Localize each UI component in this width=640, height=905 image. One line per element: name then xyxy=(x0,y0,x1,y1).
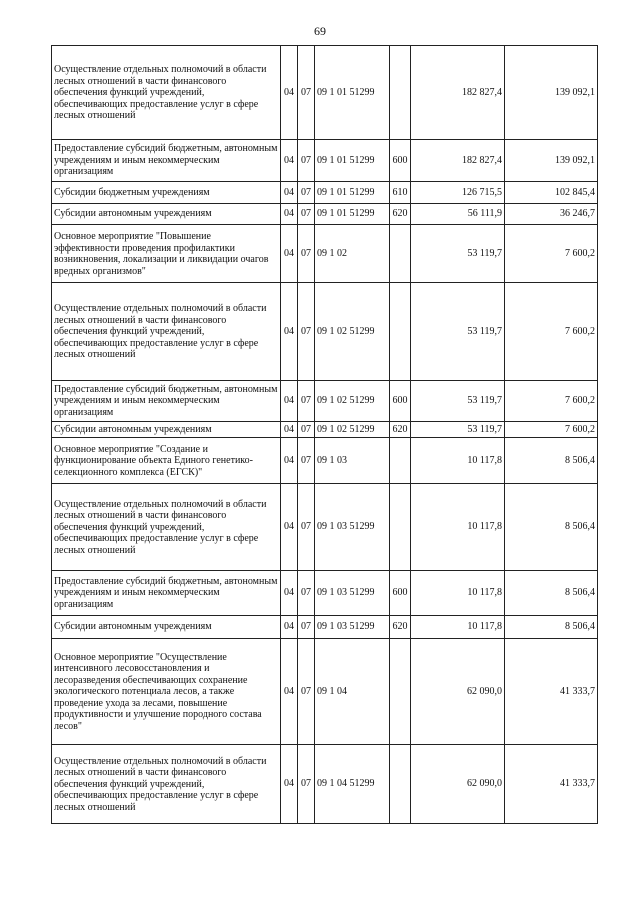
amount-year2-cell: 102 845,4 xyxy=(505,182,598,204)
amount-year1-cell: 56 111,9 xyxy=(411,204,505,225)
section-code-cell: 04 xyxy=(281,283,298,381)
subsection-code-cell: 07 xyxy=(298,46,315,140)
expense-type-cell xyxy=(390,438,411,484)
table-row xyxy=(52,639,598,745)
target-article-cell: 09 1 04 51299 xyxy=(315,745,390,824)
table-row xyxy=(52,571,598,616)
table-row xyxy=(52,381,598,422)
section-code-cell: 04 xyxy=(281,381,298,422)
amount-year1-cell: 53 119,7 xyxy=(411,225,505,283)
section-code-cell: 04 xyxy=(281,745,298,824)
amount-year1-cell: 62 090,0 xyxy=(411,745,505,824)
amount-year2-cell: 8 506,4 xyxy=(505,484,598,571)
name-cell: Предоставление субсидий бюджетным, автономным учреждениям и иным некоммерческим организациям xyxy=(52,571,281,616)
section-code-cell: 04 xyxy=(281,571,298,616)
target-article-cell: 09 1 03 51299 xyxy=(315,616,390,639)
amount-year2-cell: 139 092,1 xyxy=(505,46,598,140)
subsection-code-cell: 07 xyxy=(298,182,315,204)
target-article-cell: 09 1 03 xyxy=(315,438,390,484)
amount-year2-cell: 36 246,7 xyxy=(505,204,598,225)
name-cell: Основное мероприятие "Создание и функционирование объекта Единого генетико-селекционного комплекса (ЕГСК)" xyxy=(52,438,281,484)
expense-type-cell: 620 xyxy=(390,422,411,438)
expense-type-cell: 620 xyxy=(390,616,411,639)
name-cell: Осуществление отдельных полномочий в области лесных отношений в части финансового обеспечения функций учреждений, обеспечивающих предоставление услуг в сфере лесных отношений xyxy=(52,283,281,381)
name-cell: Осуществление отдельных полномочий в области лесных отношений в части финансового обеспечения функций учреждений, обеспечивающих предоставление услуг в сфере лесных отношений xyxy=(52,745,281,824)
expense-type-cell: 600 xyxy=(390,571,411,616)
amount-year1-cell: 10 117,8 xyxy=(411,484,505,571)
target-article-cell: 09 1 02 xyxy=(315,225,390,283)
amount-year2-cell: 8 506,4 xyxy=(505,616,598,639)
subsection-code-cell: 07 xyxy=(298,745,315,824)
table-row xyxy=(52,283,598,381)
expense-type-cell xyxy=(390,745,411,824)
section-code-cell: 04 xyxy=(281,225,298,283)
amount-year1-cell: 62 090,0 xyxy=(411,639,505,745)
name-cell: Осуществление отдельных полномочий в области лесных отношений в части финансового обеспечения функций учреждений, обеспечивающих предоставление услуг в сфере лесных отношений xyxy=(52,484,281,571)
page-number: 69 xyxy=(314,24,326,38)
expense-type-cell xyxy=(390,639,411,745)
subsection-code-cell: 07 xyxy=(298,438,315,484)
expense-type-cell: 610 xyxy=(390,182,411,204)
budget-table xyxy=(51,45,598,824)
section-code-cell: 04 xyxy=(281,438,298,484)
expense-type-cell: 620 xyxy=(390,204,411,225)
expense-type-cell xyxy=(390,484,411,571)
subsection-code-cell: 07 xyxy=(298,616,315,639)
name-cell: Субсидии автономным учреждениям xyxy=(52,422,281,438)
expense-type-cell xyxy=(390,225,411,283)
amount-year1-cell: 53 119,7 xyxy=(411,381,505,422)
amount-year2-cell: 8 506,4 xyxy=(505,438,598,484)
amount-year2-cell: 7 600,2 xyxy=(505,283,598,381)
subsection-code-cell: 07 xyxy=(298,140,315,182)
section-code-cell: 04 xyxy=(281,204,298,225)
subsection-code-cell: 07 xyxy=(298,283,315,381)
amount-year1-cell: 53 119,7 xyxy=(411,422,505,438)
amount-year2-cell: 139 092,1 xyxy=(505,140,598,182)
target-article-cell: 09 1 04 xyxy=(315,639,390,745)
table-row xyxy=(52,225,598,283)
table-row xyxy=(52,204,598,225)
name-cell: Предоставление субсидий бюджетным, автономным учреждениям и иным некоммерческим организациям xyxy=(52,140,281,182)
target-article-cell: 09 1 02 51299 xyxy=(315,381,390,422)
expense-type-cell xyxy=(390,46,411,140)
table-row xyxy=(52,438,598,484)
amount-year2-cell: 8 506,4 xyxy=(505,571,598,616)
target-article-cell: 09 1 03 51299 xyxy=(315,484,390,571)
budget-table-body xyxy=(52,46,598,824)
section-code-cell: 04 xyxy=(281,422,298,438)
expense-type-cell xyxy=(390,283,411,381)
target-article-cell: 09 1 01 51299 xyxy=(315,46,390,140)
target-article-cell: 09 1 01 51299 xyxy=(315,182,390,204)
name-cell: Субсидии автономным учреждениям xyxy=(52,204,281,225)
table-row xyxy=(52,616,598,639)
name-cell: Предоставление субсидий бюджетным, автономным учреждениям и иным некоммерческим организациям xyxy=(52,381,281,422)
subsection-code-cell: 07 xyxy=(298,639,315,745)
name-cell: Основное мероприятие "Повышение эффективности проведения профилактики возникновения, локализации и ликвидации очагов вредных организмов" xyxy=(52,225,281,283)
amount-year1-cell: 182 827,4 xyxy=(411,46,505,140)
amount-year2-cell: 41 333,7 xyxy=(505,639,598,745)
amount-year1-cell: 126 715,5 xyxy=(411,182,505,204)
amount-year2-cell: 7 600,2 xyxy=(505,225,598,283)
section-code-cell: 04 xyxy=(281,182,298,204)
name-cell: Осуществление отдельных полномочий в области лесных отношений в части финансового обеспечения функций учреждений, обеспечивающих предоставление услуг в сфере лесных отношений xyxy=(52,46,281,140)
subsection-code-cell: 07 xyxy=(298,204,315,225)
name-cell: Основное мероприятие "Осуществление интенсивного лесовосстановления и лесоразведения обеспечивающих сохранение экологического потенциала лесов, а также проведение ухода за лесами, повышение продуктивности и улучшение породного состава лесов" xyxy=(52,639,281,745)
amount-year2-cell: 7 600,2 xyxy=(505,381,598,422)
amount-year2-cell: 7 600,2 xyxy=(505,422,598,438)
amount-year1-cell: 10 117,8 xyxy=(411,438,505,484)
table-row xyxy=(52,484,598,571)
table-row xyxy=(52,422,598,438)
amount-year1-cell: 10 117,8 xyxy=(411,571,505,616)
subsection-code-cell: 07 xyxy=(298,381,315,422)
amount-year1-cell: 53 119,7 xyxy=(411,283,505,381)
amount-year2-cell: 41 333,7 xyxy=(505,745,598,824)
subsection-code-cell: 07 xyxy=(298,571,315,616)
name-cell: Субсидии автономным учреждениям xyxy=(52,616,281,639)
table-row xyxy=(52,46,598,140)
name-cell: Субсидии бюджетным учреждениям xyxy=(52,182,281,204)
amount-year1-cell: 10 117,8 xyxy=(411,616,505,639)
table-row xyxy=(52,140,598,182)
subsection-code-cell: 07 xyxy=(298,422,315,438)
table-row xyxy=(52,182,598,204)
subsection-code-cell: 07 xyxy=(298,225,315,283)
target-article-cell: 09 1 02 51299 xyxy=(315,283,390,381)
target-article-cell: 09 1 02 51299 xyxy=(315,422,390,438)
amount-year1-cell: 182 827,4 xyxy=(411,140,505,182)
section-code-cell: 04 xyxy=(281,616,298,639)
target-article-cell: 09 1 01 51299 xyxy=(315,204,390,225)
target-article-cell: 09 1 01 51299 xyxy=(315,140,390,182)
expense-type-cell: 600 xyxy=(390,381,411,422)
subsection-code-cell: 07 xyxy=(298,484,315,571)
section-code-cell: 04 xyxy=(281,46,298,140)
target-article-cell: 09 1 03 51299 xyxy=(315,571,390,616)
section-code-cell: 04 xyxy=(281,484,298,571)
expense-type-cell: 600 xyxy=(390,140,411,182)
section-code-cell: 04 xyxy=(281,140,298,182)
table-row xyxy=(52,745,598,824)
section-code-cell: 04 xyxy=(281,639,298,745)
